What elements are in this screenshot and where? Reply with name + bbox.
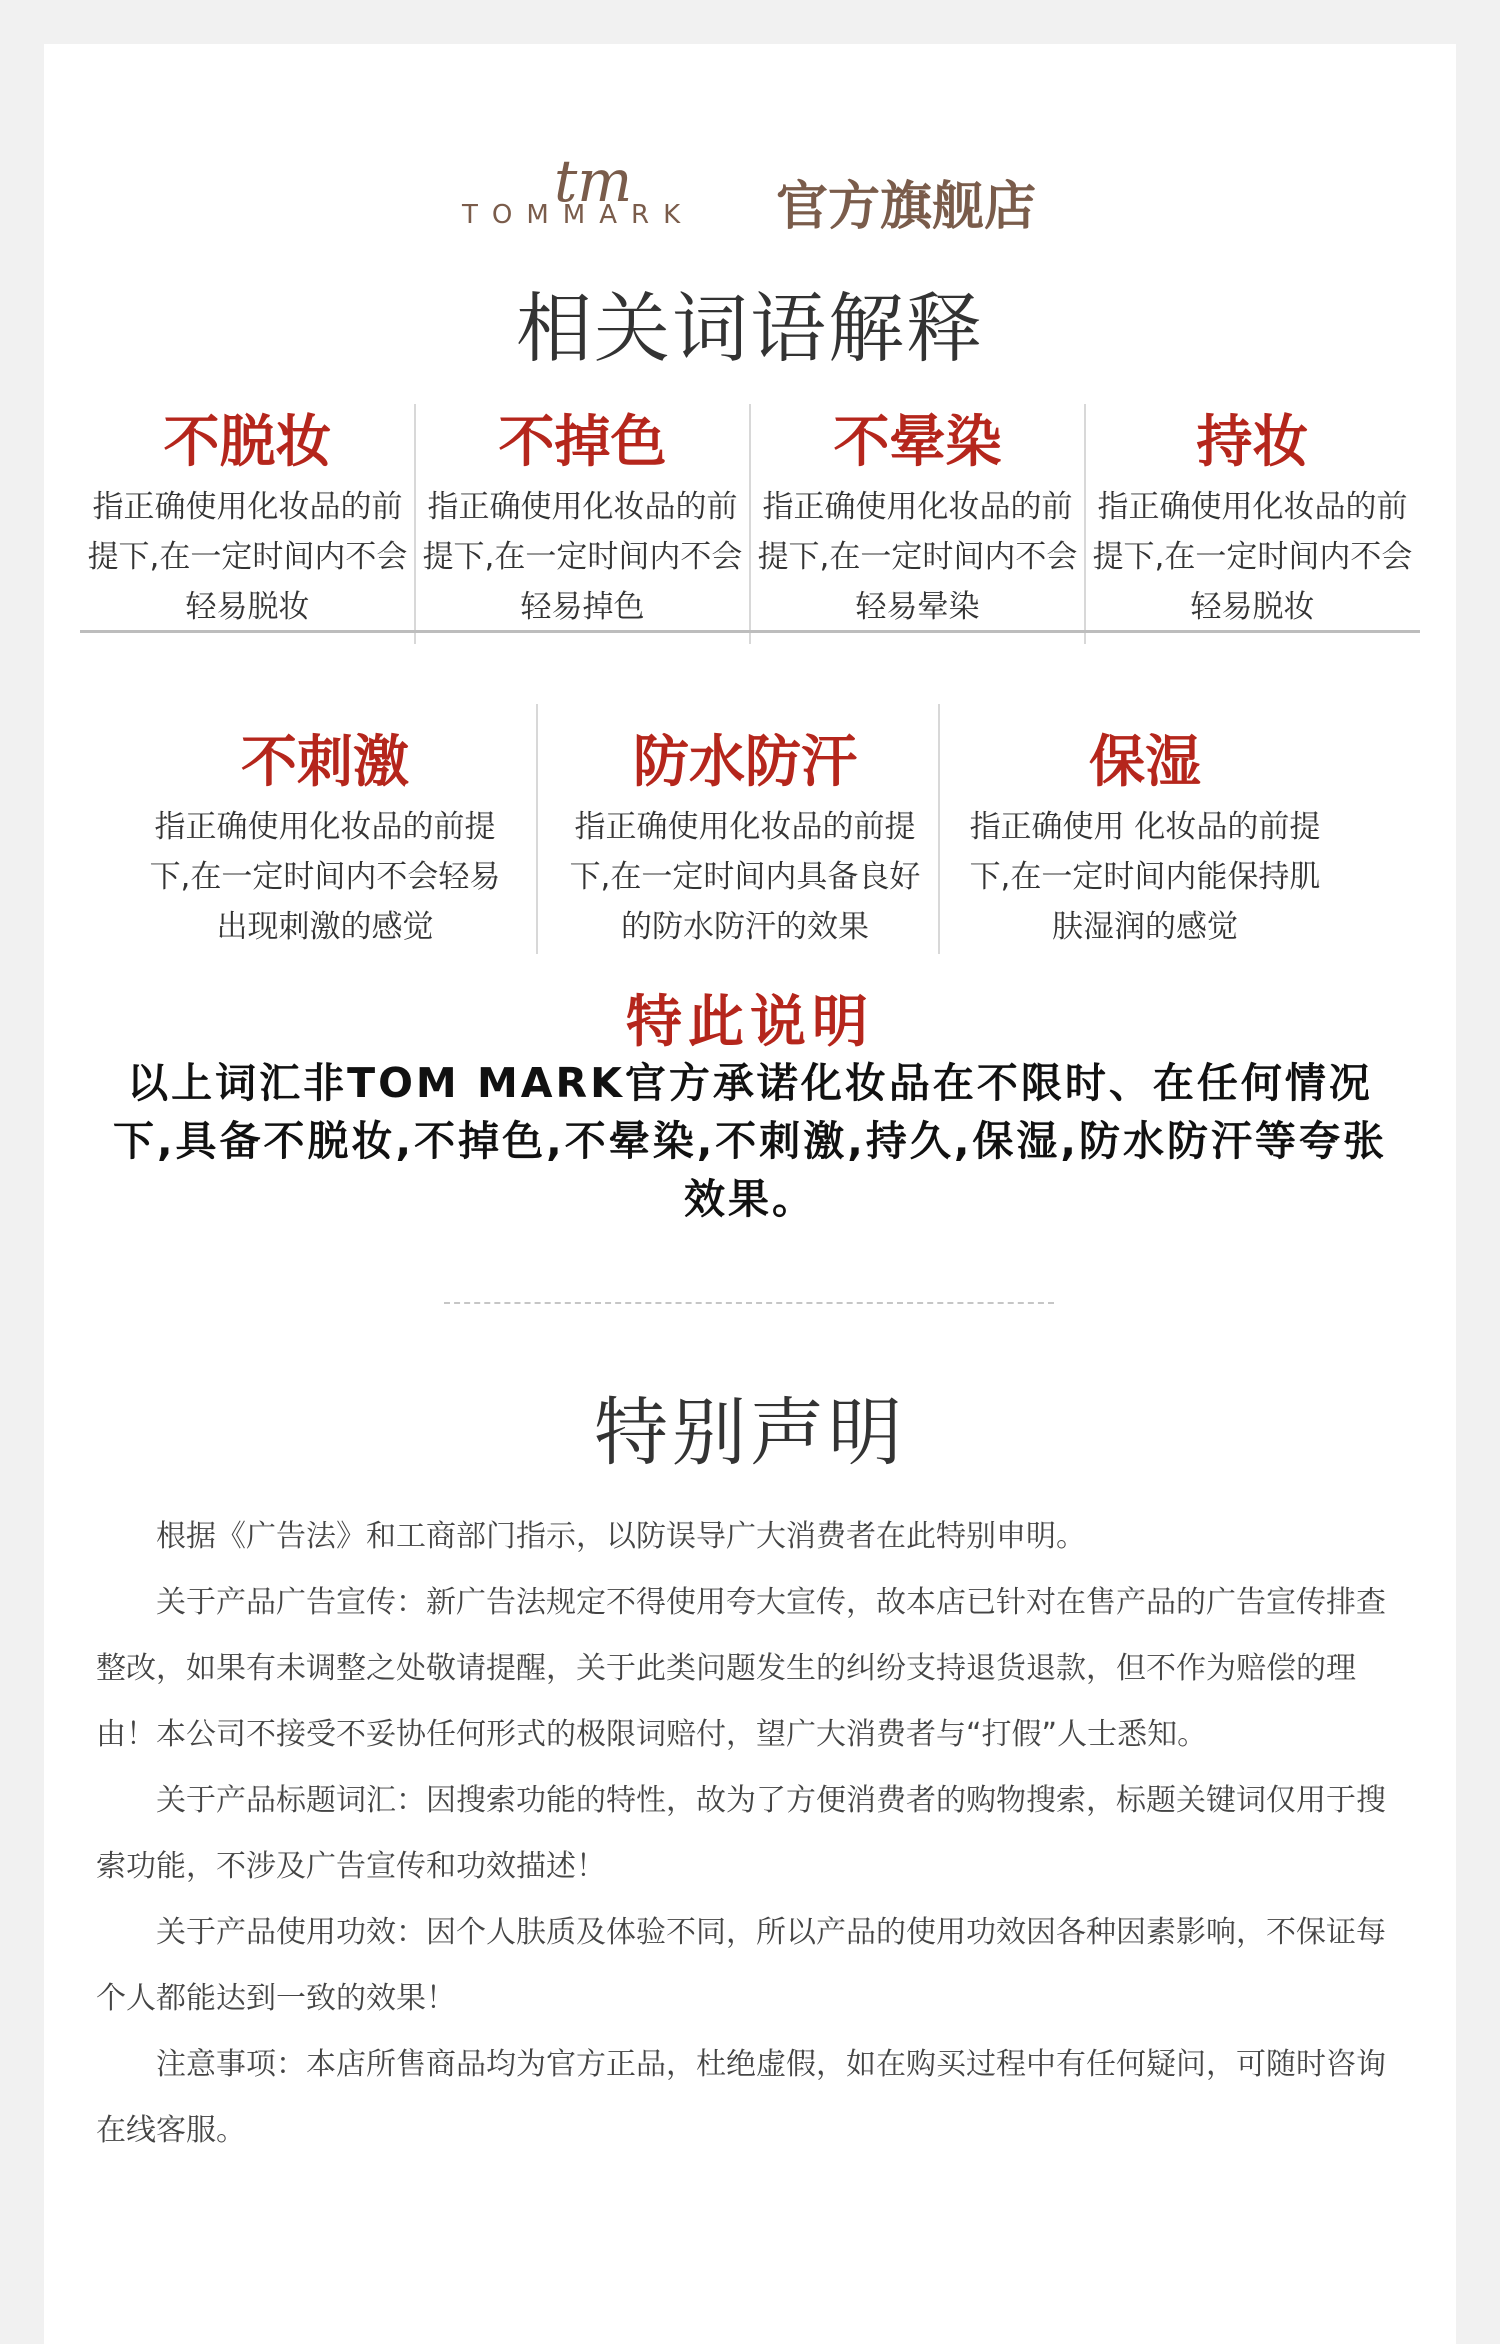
term-desc: 指正确使用化妆品的前提下,在一定时间内不会轻易脱妆 — [87, 489, 408, 625]
statement-paragraph: 根据《广告法》和工商部门指示，以防误导广大消费者在此特别申明。 — [156, 1519, 1086, 1554]
terms-row-1 — [80, 364, 1420, 664]
terms-row-2 — [80, 664, 1420, 964]
term-item — [120, 684, 530, 954]
term-name: 不脱妆 — [163, 410, 332, 475]
brand-header — [44, 122, 1456, 252]
term-item — [1085, 364, 1420, 644]
logo-script: tm — [554, 147, 633, 215]
term-desc: 指正确使用化妆品的前提下,在一定时间内不会轻易掉色 — [422, 489, 743, 625]
term-desc: 指正确使用化妆品的前提下,在一定时间内不会轻易出现刺激的感觉 — [149, 809, 501, 945]
term-item — [540, 684, 950, 954]
divider — [536, 704, 538, 954]
term-item — [80, 364, 415, 644]
statement-paragraph: 注意事项：本店所售商品均为官方正品，杜绝虚假，如在购买过程中有任何疑问，可随时咨询在线客服。 — [96, 2047, 1386, 2148]
term-desc: 指正确使用 化妆品的前提下,在一定时间内能保持肌肤湿润的感觉 — [969, 809, 1321, 945]
term-name: 不掉色 — [498, 410, 667, 475]
content-card — [44, 44, 1456, 2344]
term-item — [415, 364, 750, 644]
note-title: 特此说明 — [626, 990, 874, 1055]
term-desc: 指正确使用化妆品的前提下,在一定时间内具备良好的防水防汗的效果 — [569, 809, 921, 945]
statement-title: 特别声明 — [594, 1390, 906, 1476]
term-item — [750, 364, 1085, 644]
term-name: 不刺激 — [241, 730, 409, 795]
term-name: 防水防汗 — [633, 730, 857, 795]
statement-paragraph: 关于产品广告宣传：新广告法规定不得使用夸大宣传，故本店已针对在售产品的广告宣传排查整改，如果有未调整之处敬请提醒，关于此类问题发生的纠纷支持退货退款，但不作为赔偿的理由！本公司不接受不妥协任何形式的极限词赔付，望广大消费者与“打假”人士悉知。 — [96, 1585, 1386, 1752]
statement-paragraph: 关于产品使用功效：因个人肤质及体验不同，所以产品的使用功效因各种因素影响，不保证每个人都能达到一致的效果！ — [96, 1915, 1386, 2016]
divider — [749, 404, 751, 644]
term-desc: 指正确使用化妆品的前提下,在一定时间内不会轻易脱妆 — [1092, 489, 1413, 625]
term-name: 不晕染 — [833, 410, 1002, 475]
term-name: 持妆 — [1196, 410, 1309, 475]
statement-paragraph: 关于产品标题词汇：因搜索功能的特性，故为了方便消费者的购物搜索，标题关键词仅用于搜索功能，不涉及广告宣传和功效描述！ — [96, 1783, 1386, 1884]
page-title: 相关词语解释 — [516, 284, 984, 373]
horizontal-divider — [80, 630, 1420, 633]
logo-letters: TOMMARK — [462, 200, 695, 230]
term-item — [940, 684, 1350, 954]
divider — [938, 704, 940, 954]
divider — [414, 404, 416, 644]
term-name: 保湿 — [1089, 730, 1201, 795]
term-desc: 指正确使用化妆品的前提下,在一定时间内不会轻易晕染 — [757, 489, 1078, 625]
note-body: 以上词汇非TOM MARK官方承诺化妆品在不限时、在任何情况下,具备不脱妆,不掉色,不晕染,不刺激,持久,保湿,防水防汗等夸张效果。 — [112, 1059, 1388, 1223]
store-name: 官方旗舰店 — [776, 177, 1037, 237]
dashed-divider — [444, 1302, 1054, 1304]
statement-body — [96, 1504, 1404, 2164]
divider — [1084, 404, 1086, 644]
tommark-logo — [462, 147, 762, 232]
